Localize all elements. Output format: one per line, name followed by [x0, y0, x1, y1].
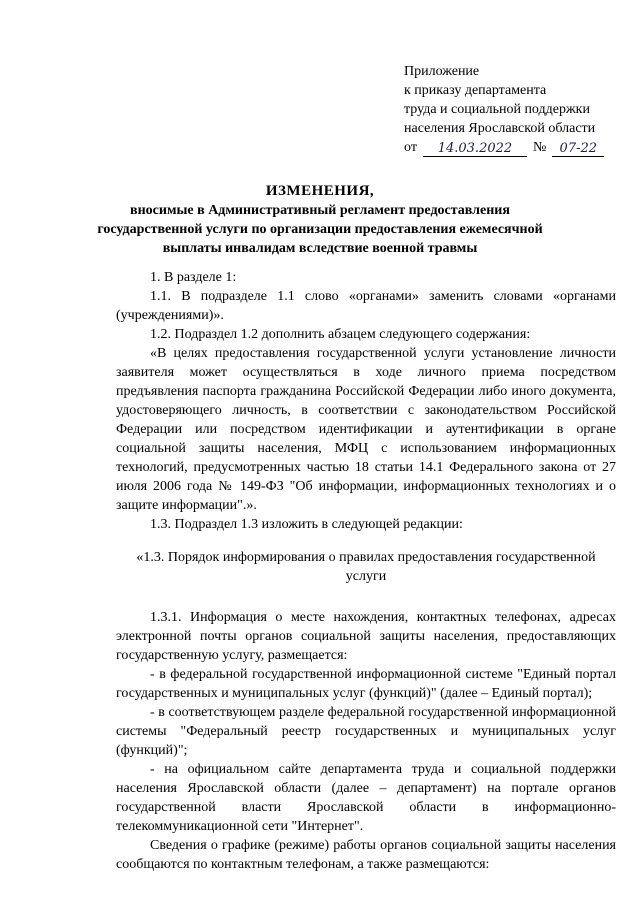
document-title: [96, 182, 544, 258]
paragraph: 1. В разделе 1:: [150, 270, 237, 285]
appendix-line: населения Ярославской области: [404, 121, 596, 136]
document-body: [116, 268, 616, 874]
paragraph: 1.1. В подразделе 1.1 слово «органами» заменить словами «органами (учреждениями)».: [116, 289, 616, 323]
paragraph: - в соответствующем разделе федеральной государственной информационной системы "Федеральный реестр государственных и муниципальных услуг (функций)";: [116, 705, 616, 758]
paragraph: «В целях предоставления государственной услуги установление личности заявителя может осуществляться в ходе личного приема посредством предъявления паспорта гражданина Российской Федерации либо иного документа, удостоверяющего личность, в соответствии с законодательством Российской Федерации или посредством идентификации и аутентификации в органе социальной защиты населения, МФЦ с использованием информационных технологий, предусмотренных частью 18 статьи 14.1 Федерального закона от 27 июля 2006 года № 149-ФЗ "Об информации, информационных технологиях и о защите информации".».: [116, 346, 616, 513]
paragraph: - на официальном сайте департамента труда и социальной поддержки населения Ярославской области (далее – департамент) на портале органов государственной власти Ярославской области в информационно-телекоммуникационной сети "Интернет".: [116, 762, 616, 834]
handwritten-date: 14.03.2022: [423, 142, 527, 157]
number-label: №: [532, 140, 547, 155]
paragraph: Сведения о графике (режиме) работы органов социальной защиты населения сообщаются по контактным телефонам, а также размещаются:: [116, 838, 616, 872]
appendix-line: к приказу департамента: [404, 83, 547, 98]
appendix-block: [404, 62, 624, 157]
order-date-number-row: [404, 138, 624, 157]
handwritten-number: 07-22: [552, 142, 604, 157]
date-prefix: от: [404, 140, 417, 155]
section-heading: «1.3. Порядок информирования о правилах предоставления государственной услуги: [136, 550, 596, 584]
title-main: ИЗМЕНЕНИЯ,: [265, 183, 375, 199]
title-subtitle: вносимые в Административный регламент предоставления государственной услуги по организации предоставления ежемесячной выплаты инвалидам вследствие военной травмы: [97, 203, 543, 256]
paragraph: 1.2. Подраздел 1.2 дополнить абзацем следующего содержания:: [150, 327, 531, 342]
paragraph: 1.3.1. Информация о месте нахождения, контактных телефонах, адресах электронной почты органов социальной защиты населения, предоставляющих государственную услугу, размещается:: [116, 610, 616, 663]
appendix-line: труда и социальной поддержки: [404, 102, 590, 117]
appendix-line: Приложение: [404, 64, 480, 79]
paragraph: 1.3. Подраздел 1.3 изложить в следующей редакции:: [150, 517, 463, 532]
paragraph: - в федеральной государственной информационной системе "Единый портал государственных и муниципальных услуг (функций)" (далее – Единый портал);: [116, 667, 616, 701]
